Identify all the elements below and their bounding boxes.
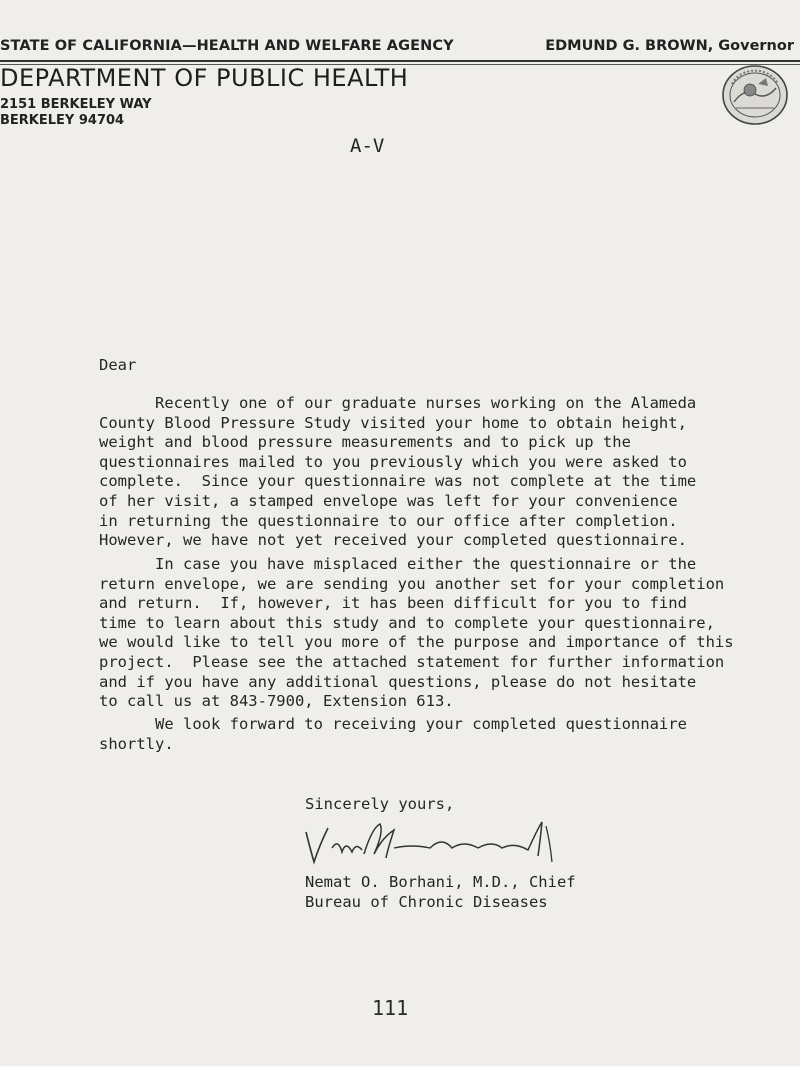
body-paragraph-3 — [99, 715, 759, 754]
paragraph-line: In case you have misplaced either the questionnaire or the — [99, 555, 697, 573]
paragraph-line: in returning the questionnaire to our office after completion. — [99, 511, 678, 530]
paragraph-line: project. Please see the attached statement for further information — [99, 652, 725, 671]
signer-title: Bureau of Chronic Diseases — [305, 892, 548, 911]
paragraph-line: to call us at 843-7900, Extension 613. — [99, 692, 454, 711]
handwritten-signature — [302, 818, 632, 874]
paragraph-line: complete. Since your questionnaire was not complete at the time — [99, 472, 697, 491]
paragraph-line: and return. If, however, it has been difficult for you to find — [99, 594, 687, 613]
page-number: 111 — [372, 996, 409, 1020]
department-name: DEPARTMENT OF PUBLIC HEALTH — [0, 64, 409, 92]
agency-name: STATE OF CALIFORNIA—HEALTH AND WELFARE AGENCY — [0, 38, 454, 54]
paragraph-line: of her visit, a stamped envelope was left for your convenience — [99, 491, 678, 510]
paragraph-line: However, we have not yet received your completed questionnaire. — [99, 531, 687, 550]
body-paragraph-2 — [99, 555, 759, 712]
paragraph-line: County Blood Pressure Study visited your home to obtain height, — [99, 413, 687, 432]
letterhead-rule — [0, 60, 800, 62]
governor-name: EDMUND G. BROWN, Governor — [545, 38, 794, 54]
body-paragraph-1 — [99, 394, 759, 551]
paragraph-line: questionnaires mailed to you previously which you were asked to — [99, 452, 687, 471]
salutation: Dear — [99, 356, 137, 374]
address-city: BERKELEY 94704 — [0, 113, 125, 128]
paragraph-line: return envelope, we are sending you another set for your completion — [99, 574, 725, 593]
paragraph-line: Recently one of our graduate nurses working on the Alameda — [99, 394, 697, 412]
letterhead-top-line — [0, 38, 800, 60]
paragraph-line: and if you have any additional questions, please do not hesitate — [99, 672, 697, 691]
california-state-seal-icon — [720, 64, 790, 126]
paragraph-line: shortly. — [99, 734, 174, 753]
signer-name: Nemat O. Borhani, M.D., Chief — [305, 873, 576, 891]
address-street: 2151 BERKELEY WAY — [0, 97, 152, 112]
paragraph-line: We look forward to receiving your completed questionnaire — [99, 715, 687, 733]
closing: Sincerely yours, — [305, 795, 455, 813]
reference-code: A-V — [350, 135, 385, 157]
signer-block — [305, 873, 576, 912]
paragraph-line: weight and blood pressure measurements and to pick up the — [99, 433, 631, 452]
paragraph-line: time to learn about this study and to complete your questionnaire, — [99, 613, 715, 632]
paragraph-line: we would like to tell you more of the purpose and importance of this — [99, 633, 734, 652]
